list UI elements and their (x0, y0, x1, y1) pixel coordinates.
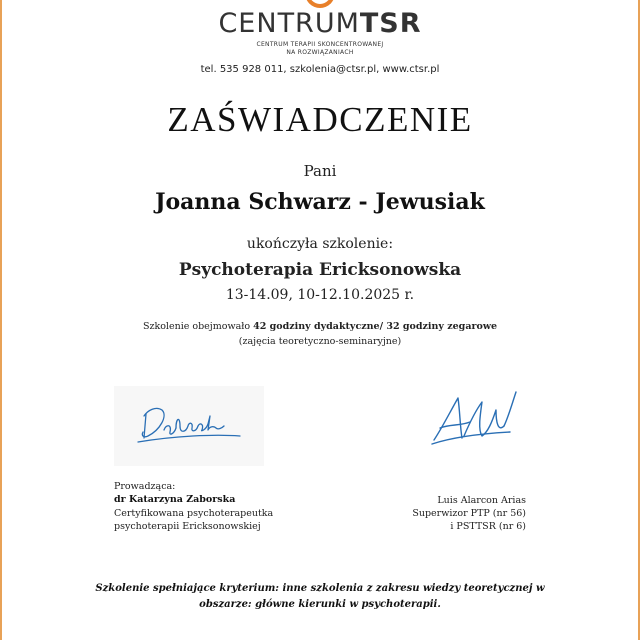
recipient-name: Joanna Schwarz - Jewusiak (155, 189, 485, 215)
supervisor-title-line-2: i PSTTSR (nr 6) (450, 521, 526, 532)
hours-note: (zajęcia teoretyczno-seminaryjne) (238, 336, 402, 347)
logo-wordmark (0, 8, 640, 39)
hours-line (0, 321, 640, 332)
lead-title (114, 507, 334, 533)
lead-signature (114, 386, 264, 466)
lead-title-line-1: Certyfikowana psychoterapeutka (114, 508, 274, 519)
supervisor-name: Luis Alarcon Arias (437, 495, 526, 506)
contact-line: tel. 535 928 011, szkolenia@ctsr.pl, www.ctsr.pl (200, 64, 440, 75)
supervisor-signature-icon (420, 382, 530, 452)
supervisor-signature (420, 382, 530, 452)
hours-value: 42 godziny dydaktyczne/ 32 godziny zegarowe (253, 321, 498, 332)
salutation: Pani (303, 162, 337, 180)
logo-subline-2: NA ROZWIĄZANIACH (286, 49, 354, 56)
lead-label: Prowadząca: (114, 481, 176, 492)
supervisor-title-line-1: Superwizor PTP (nr 56) (412, 508, 526, 519)
course-dates: 13-14.09, 10-12.10.2025 r. (225, 287, 415, 303)
logo-subline (0, 41, 640, 57)
lead-name: dr Katarzyna Zaborska (114, 494, 236, 505)
logo-name-bold: TSR (359, 8, 422, 39)
supervisor-block (326, 494, 526, 533)
logo-subline-1: CENTRUM TERAPII SKONCENTROWANEJ (256, 41, 384, 48)
lead-title-line-2: psychoterapii Ericksonowskiej (114, 521, 261, 532)
completed-text: ukończyła szkolenie: (246, 236, 394, 252)
logo-name-regular: CENTRUM (218, 8, 360, 39)
certificate-title: ZAŚWIADCZENIE (167, 100, 473, 139)
criteria-note: Szkolenie spełniające kryterium: inne szkolenia z zakresu wiedzy teoretycznej w obszarze: główne kierunki w psychoterapii. (95, 583, 545, 610)
logo-mark-icon (305, 0, 335, 8)
course-name: Psychoterapia Ericksonowska (178, 260, 462, 280)
lead-signature-icon (114, 386, 264, 466)
hours-prefix: Szkolenie obejmowało (142, 321, 251, 332)
